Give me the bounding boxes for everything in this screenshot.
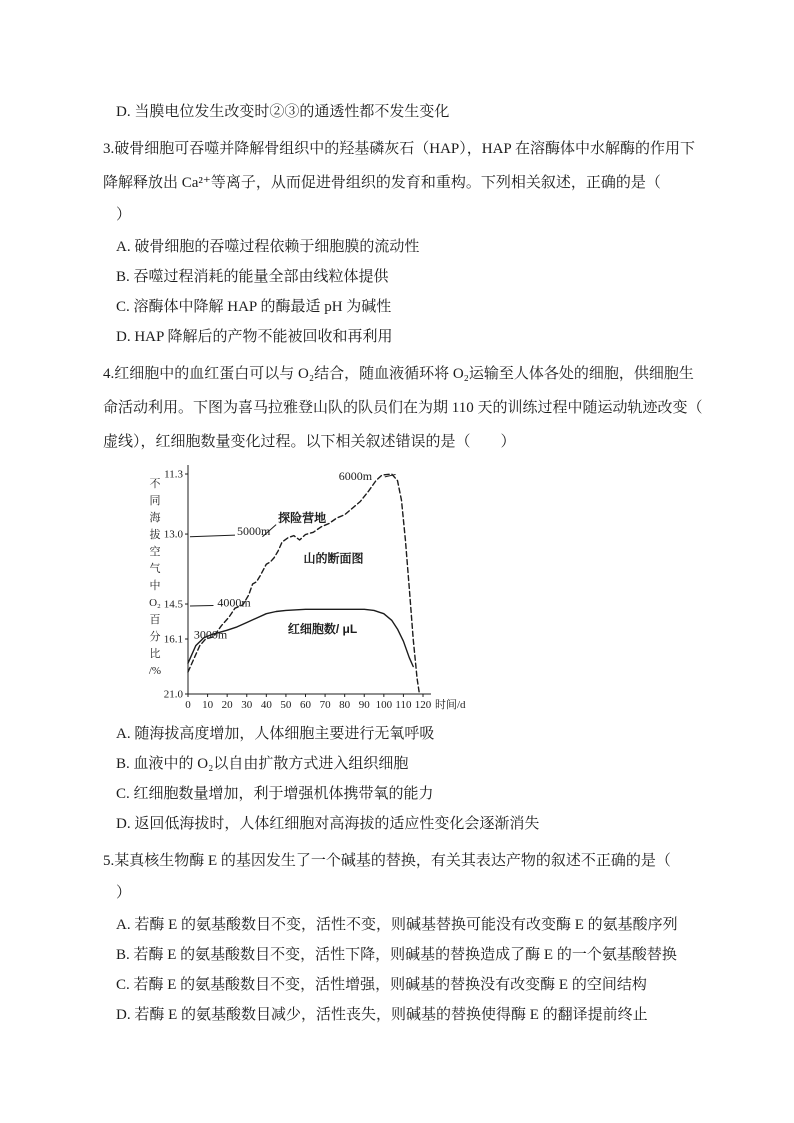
y-tick-label: 21.0 xyxy=(163,688,183,701)
q4-option-c: C. 红细胞数量增加，利于增强机体携带氧的能力 xyxy=(116,786,434,802)
x-tick-label: 80 xyxy=(339,699,351,711)
x-tick-label: 120 xyxy=(414,699,432,711)
x-tick-label: 90 xyxy=(358,699,370,711)
chart-annotation: 4000m xyxy=(217,595,251,610)
y-tick-label: 14.5 xyxy=(163,598,183,611)
q5-option-b: B. 若酶 E 的氨基酸数目不变，活性下降，则碱基的替换造成了酶 E 的一个氨基酸替换 xyxy=(116,947,677,963)
x-tick-label: 30 xyxy=(241,699,253,711)
q5-options xyxy=(103,910,703,1030)
y-axis-label: /% xyxy=(148,665,162,677)
q3-stem-line-3: ） xyxy=(116,207,132,223)
q3-option-b: B. 吞噬过程消耗的能量全部由线粒体提供 xyxy=(116,269,389,285)
x-tick-label: 0 xyxy=(185,699,191,711)
y-axis-label: 百 xyxy=(149,614,161,626)
q3-stem xyxy=(103,132,703,230)
q2-option-d: D. 当膜电位发生改变时②③的通透性都不发生变化 xyxy=(116,104,450,120)
q5-stem-line-2: ） xyxy=(116,885,132,901)
x-tick-label: 10 xyxy=(202,699,214,711)
altitude-chart xyxy=(133,461,703,713)
altitude-chart-svg xyxy=(133,461,479,713)
x-axis-label: 时间/d xyxy=(435,699,466,711)
y-tick-label: 11.3 xyxy=(164,468,183,481)
y-tick-label: 13.0 xyxy=(163,528,183,541)
y-axis-label: 中 xyxy=(149,580,161,592)
q5-stem-line-1: 5.某真核生物酶 E 的基因发生了一个碱基的替换，有关其表达产物的叙述不正确的是（ xyxy=(103,853,671,869)
q5-option-c: C. 若酶 E 的氨基酸数目不变，活性增强，则碱基的替换没有改变酶 E 的空间结构 xyxy=(116,977,647,993)
y-axis-label: O₂ xyxy=(149,597,161,609)
q3-stem-line-2: 降解释放出 Ca²⁺等离子，从而促进骨组织的发育和重构。下列相关叙述，正确的是（ xyxy=(103,175,661,191)
y-axis-label: 同 xyxy=(149,495,161,507)
q3-option-d: D. HAP 降解后的产物不能被回收和再利用 xyxy=(116,329,393,345)
q3-option-a: A. 破骨细胞的吞噬过程依赖于细胞膜的流动性 xyxy=(116,239,420,255)
y-axis-label: 气 xyxy=(149,563,161,575)
q5-option-a: A. 若酶 E 的氨基酸数目不变，活性不变，则碱基替换可能没有改变酶 E 的氨基酸序列 xyxy=(116,917,678,933)
chart-annotation: 红细胞数/ μL xyxy=(287,622,358,637)
x-tick-label: 50 xyxy=(280,699,292,711)
q3-option-c: C. 溶酶体中降解 HAP 的酶最适 pH 为碱性 xyxy=(116,299,392,315)
y-axis-label: 海 xyxy=(149,512,161,524)
q4-option-b: B. 血液中的 O₂以自由扩散方式进入组织细胞 xyxy=(116,756,409,772)
q4-stem-line-3: 虚线），红细胞数量变化过程。以下相关叙述错误的是（ ） xyxy=(103,434,516,450)
x-tick-label: 110 xyxy=(395,699,412,711)
x-tick-label: 40 xyxy=(260,699,272,711)
q3-options xyxy=(103,232,703,352)
q5-option-d: D. 若酶 E 的氨基酸数目减少，活性丧失，则碱基的替换使得酶 E 的翻译提前终止 xyxy=(116,1007,648,1023)
q4-option-a: A. 随海拔高度增加，人体细胞主要进行无氧呼吸 xyxy=(116,726,435,742)
mountain-profile-line xyxy=(188,474,419,692)
q3-stem-line-1: 3.破骨细胞可吞噬并降解骨组织中的羟基磷灰石（HAP），HAP 在溶酶体中水解酶的作用下 xyxy=(103,141,695,157)
x-tick-label: 20 xyxy=(221,699,233,711)
chart-annotation: 3000m xyxy=(193,627,228,642)
q4-stem-line-2: 命活动利用。下图为喜马拉雅登山队的队员们在为期 110 天的训练过程中随运动轨迹改变（ xyxy=(103,400,703,416)
q4-stem xyxy=(103,357,703,459)
y-axis-label: 空 xyxy=(149,546,161,558)
y-tick-label: 16.1 xyxy=(163,633,183,646)
q5-stem xyxy=(103,844,703,908)
y-axis-label: 比 xyxy=(149,648,161,660)
page-content xyxy=(103,97,703,1030)
chart-annotation: 5000m xyxy=(236,524,271,539)
leader-line xyxy=(190,535,235,537)
q4-stem-line-1: 4.红细胞中的血红蛋白可以与 O₂结合，随血液循环将 O₂运输至人体各处的细胞，供细胞生 xyxy=(103,366,694,382)
chart-annotation: 山的断面图 xyxy=(303,551,364,566)
x-tick-label: 70 xyxy=(319,699,331,711)
y-axis-label: 拔 xyxy=(149,529,161,541)
q4-options xyxy=(103,719,703,839)
y-axis-label: 分 xyxy=(149,631,161,643)
x-tick-label: 100 xyxy=(375,699,393,711)
chart-annotation: 探险营地 xyxy=(278,511,327,525)
chart-annotation: 6000m xyxy=(338,469,373,484)
y-axis-label: 不 xyxy=(149,478,161,490)
x-tick-label: 60 xyxy=(300,699,311,711)
q4-option-d: D. 返回低海拔时，人体红细胞对高海拔的适应性变化会逐渐消失 xyxy=(116,816,540,832)
